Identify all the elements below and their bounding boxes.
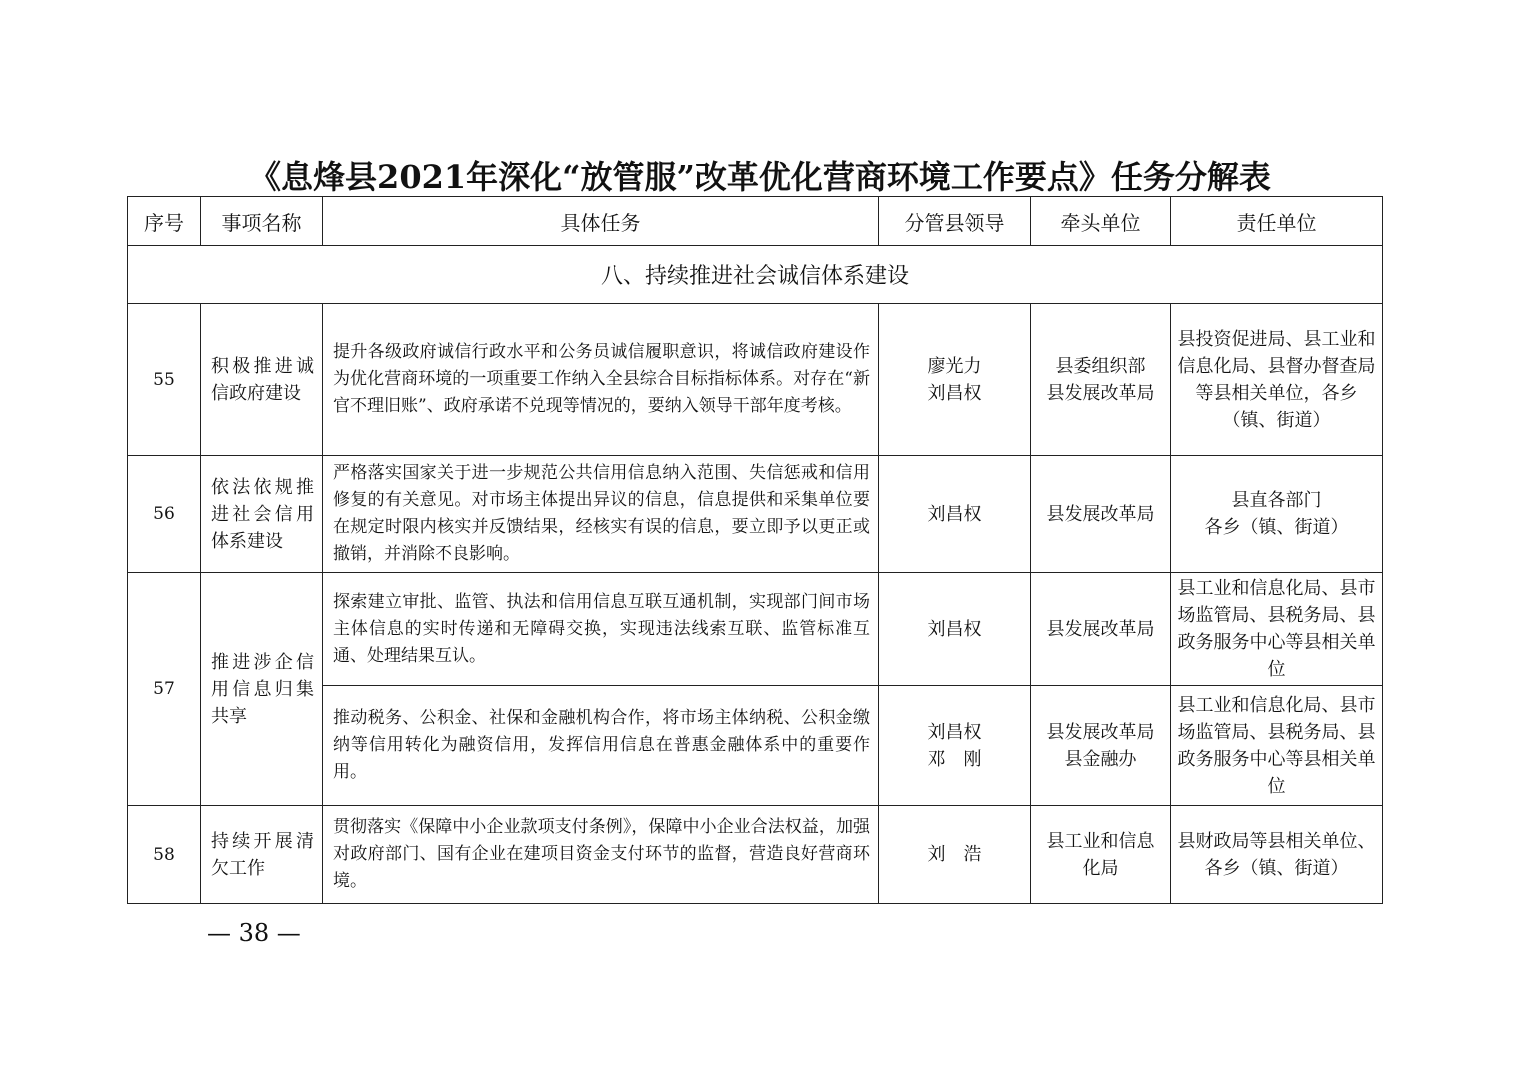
section-title: 八、持续推进社会诚信体系建设 xyxy=(128,246,1383,304)
row-resp-unit: 县工业和信息化局、县市场监管局、县税务局、县政务服务中心等县相关单位 xyxy=(1171,573,1383,686)
section-row xyxy=(128,246,1383,304)
row-resp-unit: 县直各部门 各乡（镇、街道） xyxy=(1171,456,1383,573)
table-row xyxy=(128,456,1383,573)
row-leader: 刘昌权 xyxy=(879,456,1031,573)
header-lead-unit: 牵头单位 xyxy=(1031,197,1171,246)
row-resp-unit: 县工业和信息化局、县市场监管局、县税务局、县政务服务中心等县相关单位 xyxy=(1171,686,1383,806)
row-leader: 刘 浩 xyxy=(879,806,1031,904)
header-name: 事项名称 xyxy=(201,197,323,246)
row-num: 58 xyxy=(128,806,201,904)
row-task: 推动税务、公积金、社保和金融机构合作，将市场主体纳税、公积金缴纳等信用转化为融资信用，发挥信用信息在普惠金融体系中的重要作用。 xyxy=(323,686,879,806)
row-num: 55 xyxy=(128,304,201,456)
row-item-name: 推进涉企信用信息归集共享 xyxy=(201,573,323,806)
row-num: 56 xyxy=(128,456,201,573)
row-item-name: 积极推进诚信政府建设 xyxy=(201,304,323,456)
row-lead-unit: 县发展改革局 xyxy=(1031,573,1171,686)
row-item-name: 依法依规推进社会信用体系建设 xyxy=(201,456,323,573)
page-number: — 38 — xyxy=(207,919,301,947)
row-lead-unit: 县委组织部 县发展改革局 xyxy=(1031,304,1171,456)
row-task: 提升各级政府诚信行政水平和公务员诚信履职意识，将诚信政府建设作为优化营商环境的一项重要工作纳入全县综合目标指标体系。对存在“新官不理旧账”、政府承诺不兑现等情况的，要纳入领导干部年度考核。 xyxy=(323,304,879,456)
row-task: 探索建立审批、监管、执法和信用信息互联互通机制，实现部门间市场主体信息的实时传递和无障碍交换，实现违法线索互联、监管标准互通、处理结果互认。 xyxy=(323,573,879,686)
table-row xyxy=(128,573,1383,686)
header-leader: 分管县领导 xyxy=(879,197,1031,246)
row-num: 57 xyxy=(128,573,201,806)
header-row xyxy=(128,197,1383,246)
row-leader: 刘昌权 xyxy=(879,573,1031,686)
table-row xyxy=(128,304,1383,456)
row-item-name: 持续开展清欠工作 xyxy=(201,806,323,904)
row-lead-unit: 县工业和信息化局 xyxy=(1031,806,1171,904)
task-table xyxy=(127,196,1383,904)
row-lead-unit: 县发展改革局 县金融办 xyxy=(1031,686,1171,806)
row-task: 严格落实国家关于进一步规范公共信用信息纳入范围、失信惩戒和信用修复的有关意见。对市场主体提出异议的信息，信息提供和采集单位要在规定时限内核实并反馈结果，经核实有误的信息，要立即予以更正或撤销，并消除不良影响。 xyxy=(323,456,879,573)
row-resp-unit: 县投资促进局、县工业和信息化局、县督办督查局等县相关单位，各乡（镇、街道） xyxy=(1171,304,1383,456)
header-num: 序号 xyxy=(128,197,201,246)
header-resp-unit: 责任单位 xyxy=(1171,197,1383,246)
row-resp-unit: 县财政局等县相关单位、各乡（镇、街道） xyxy=(1171,806,1383,904)
row-leader: 刘昌权 邓 刚 xyxy=(879,686,1031,806)
row-lead-unit: 县发展改革局 xyxy=(1031,456,1171,573)
document-title: 《息烽县2021年深化“放管服”改革优化营商环境工作要点》任务分解表 xyxy=(249,158,1271,196)
table-row xyxy=(128,806,1383,904)
row-leader: 廖光力 刘昌权 xyxy=(879,304,1031,456)
header-task: 具体任务 xyxy=(323,197,879,246)
row-task: 贯彻落实《保障中小企业款项支付条例》，保障中小企业合法权益，加强对政府部门、国有企业在建项目资金支付环节的监督，营造良好营商环境。 xyxy=(323,806,879,904)
